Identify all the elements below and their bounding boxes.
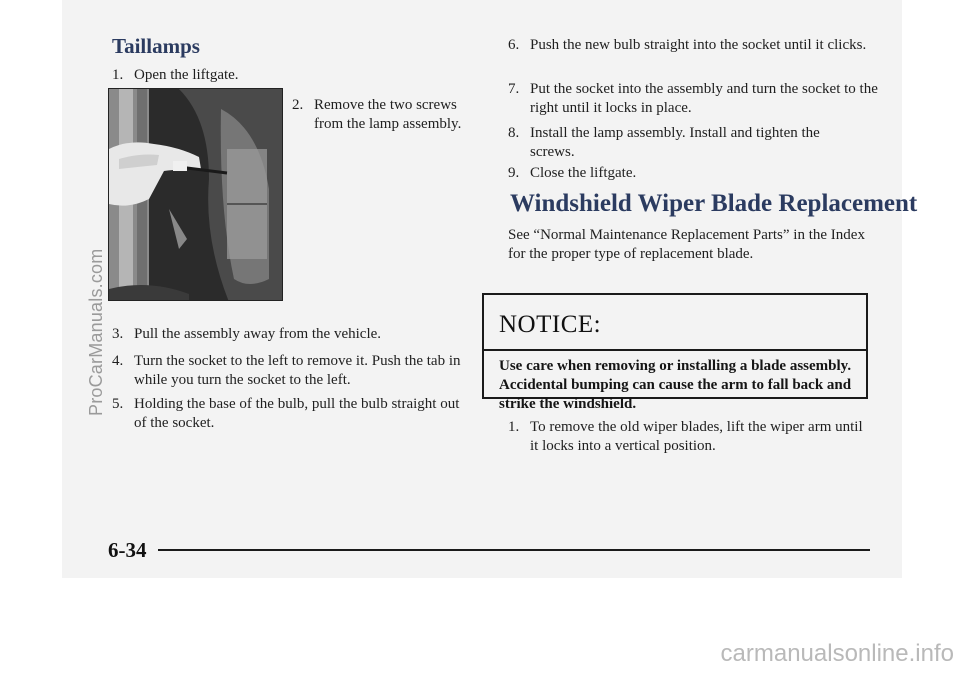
step-number: 2.: [292, 97, 304, 113]
step-number: 5.: [112, 396, 124, 412]
step-7: [508, 80, 878, 118]
notice-title: NOTICE:: [499, 311, 602, 338]
notice-divider: [484, 349, 866, 351]
step-number: 1.: [508, 419, 520, 435]
step-number: 6.: [508, 37, 520, 53]
taillamp-photo: [108, 88, 283, 301]
taillamps-heading: Taillamps: [112, 34, 200, 58]
taillamp-illustration: [109, 89, 283, 301]
step-text: Remove the two screws from the lamp assembly.: [314, 97, 462, 132]
wiper-intro: See “Normal Maintenance Replacement Parts” in the Index for the proper type of replacement blade.: [508, 227, 865, 262]
step-number: 1.: [112, 67, 124, 83]
step-number: 3.: [112, 326, 124, 342]
bottom-watermark: carmanualsonline.info: [720, 640, 954, 667]
footer-rule: [158, 549, 870, 551]
step-number: 7.: [508, 81, 520, 97]
step-number: 9.: [508, 165, 520, 181]
wiper-step-1: [508, 418, 868, 456]
step-text: Open the liftgate.: [134, 67, 239, 83]
step-text: To remove the old wiper blades, lift the wiper arm until it locks into a vertical position.: [530, 419, 863, 454]
step-5: [112, 395, 472, 433]
step-number: 4.: [112, 353, 124, 369]
step-9: [508, 164, 868, 183]
side-watermark: ProCarManuals.com: [86, 248, 106, 416]
notice-text: Use care when removing or installing a blade assembly. Accidental bumping can cause the arm to fall back and strike the windshield.: [499, 358, 852, 412]
step-text: Holding the base of the bulb, pull the bulb straight out of the socket.: [134, 396, 460, 431]
step-text: Pull the assembly away from the vehicle.: [134, 326, 382, 342]
step-1: [112, 66, 452, 85]
step-text: Put the socket into the assembly and turn the socket to the right until it locks in place.: [530, 81, 878, 116]
step-number: 8.: [508, 125, 520, 141]
step-8: [508, 124, 868, 162]
step-text: Close the liftgate.: [530, 165, 637, 181]
step-3: [112, 325, 472, 344]
step-2: [292, 96, 482, 134]
step-6: [508, 36, 868, 55]
notice-box: [482, 293, 868, 412]
wiper-heading: Windshield Wiper Blade Replacement: [510, 190, 918, 217]
step-text: Turn the socket to the left to remove it. Push the tab in while you turn the socket to the left.: [134, 353, 461, 388]
step-text: Install the lamp assembly. Install and tighten the screws.: [530, 125, 820, 160]
step-4: [112, 352, 472, 390]
page-number: 6-34: [108, 538, 147, 562]
step-text: Push the new bulb straight into the socket until it clicks.: [530, 37, 867, 53]
